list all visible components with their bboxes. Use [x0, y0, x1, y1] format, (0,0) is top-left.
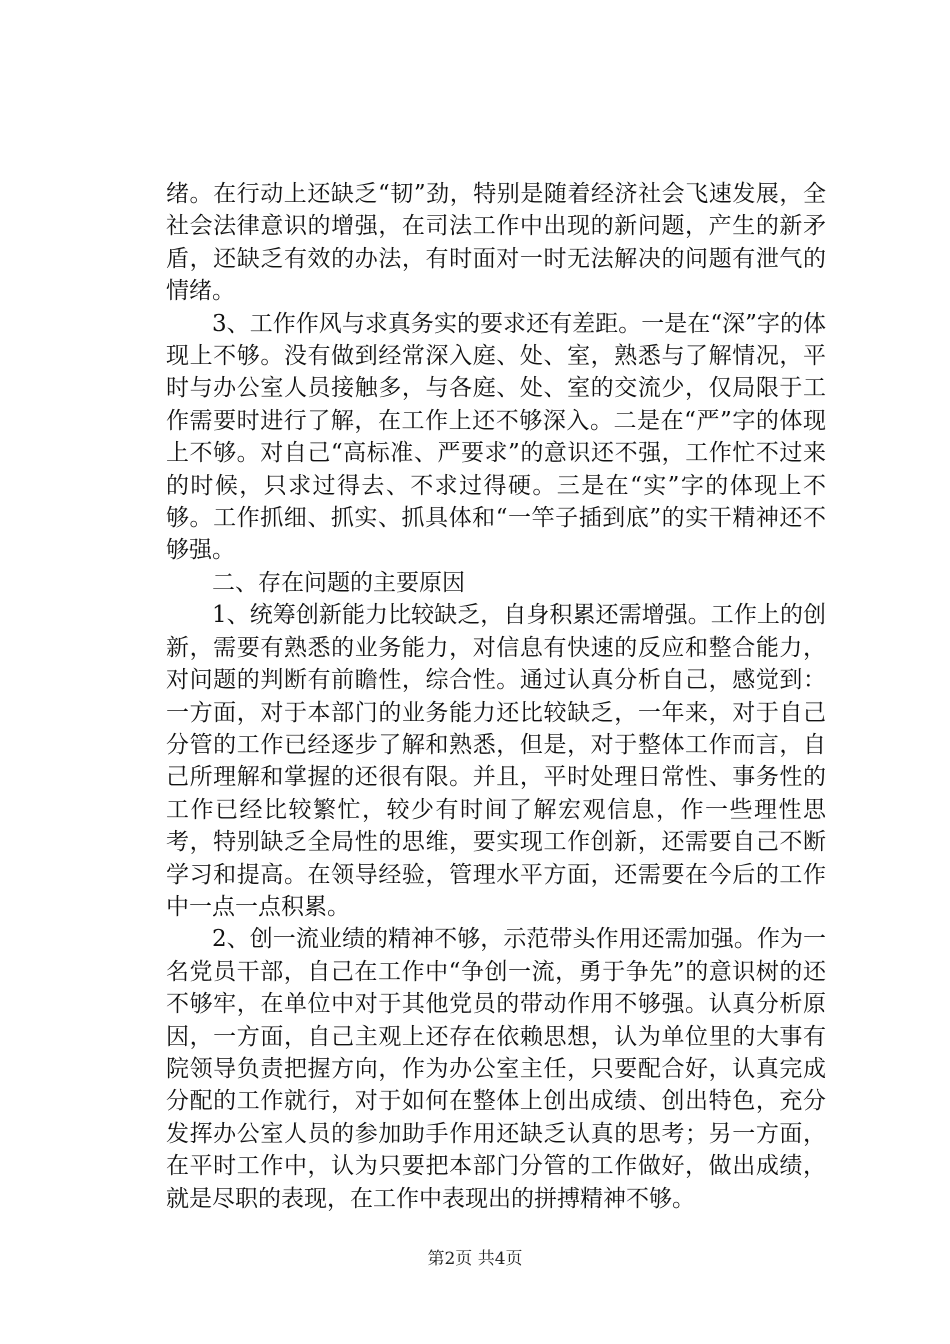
paragraph-continuation: 绪。在行动上还缺乏“韧”劲，特别是随着经济社会飞速发展，全社会法律意识的增强，在司法工作中出现的新问题，产生的新矛盾，还缺乏有效的办法，有时面对一时无法解决的问题有泄气的情绪。	[166, 181, 826, 305]
page-number-footer: 第2页 共4页	[427, 1249, 523, 1269]
section-heading-causes: 二、存在问题的主要原因	[212, 569, 465, 596]
paragraph-work-style: 3、工作作风与求真务实的要求还有差距。一是在“深”字的体现上不够。没有做到经常深入庭、处、室，熟悉与了解情况，平时与办公室人员接触多，与各庭、处、室的交流少，仅局限于工作需要时进行了解，在工作上还不够深入。二是在“严”字的体现上不够。对自己“高标准、严要求”的意识还不强，工作忙不过来的时候，只求过得去、不求过得硬。三是在“实”字的体现上不够。工作抓细、抓实、抓具体和“一竿子插到底”的实干精神还不够强。	[166, 310, 826, 564]
paragraph-innovation: 1、统筹创新能力比较缺乏，自身积累还需增强。工作上的创新，需要有熟悉的业务能力，对信息有快速的反应和整合能力，对问题的判断有前瞻性，综合性。通过认真分析自己，感觉到：一方面，对于本部门的业务能力还比较缺乏，一年来，对于自己分管的工作已经逐步了解和熟悉，但是，对于整体工作而言，自己所理解和掌握的还很有限。并且，平时处理日常性、事务性的工作已经比较繁忙，较少有时间了解宏观信息，作一些理性思考，特别缺乏全局性的思维，要实现工作创新，还需要自己不断学习和提高。在领导经验，管理水平方面，还需要在今后的工作中一点一点积累。	[166, 602, 826, 920]
paragraph-leadership: 2、创一流业绩的精神不够，示范带头作用还需加强。作为一名党员干部，自己在工作中“争创一流，勇于争先”的意识树的还不够牢，在单位中对于其他党员的带动作用不够强。认真分析原因，一方面，自己主观上还存在依赖思想，认为单位里的大事有院领导负责把握方向，作为办公室主任，只要配合好，认真完成分配的工作就行，对于如何在整体上创出成绩、创出特色，充分发挥办公室人员的参加助手作用还缺乏认真的思考；另一方面，在平时工作中，认为只要把本部门分管的工作做好，做出成绩，就是尽职的表现，在工作中表现出的拼搏精神不够。	[166, 926, 826, 1212]
document-body	[166, 178, 826, 1215]
